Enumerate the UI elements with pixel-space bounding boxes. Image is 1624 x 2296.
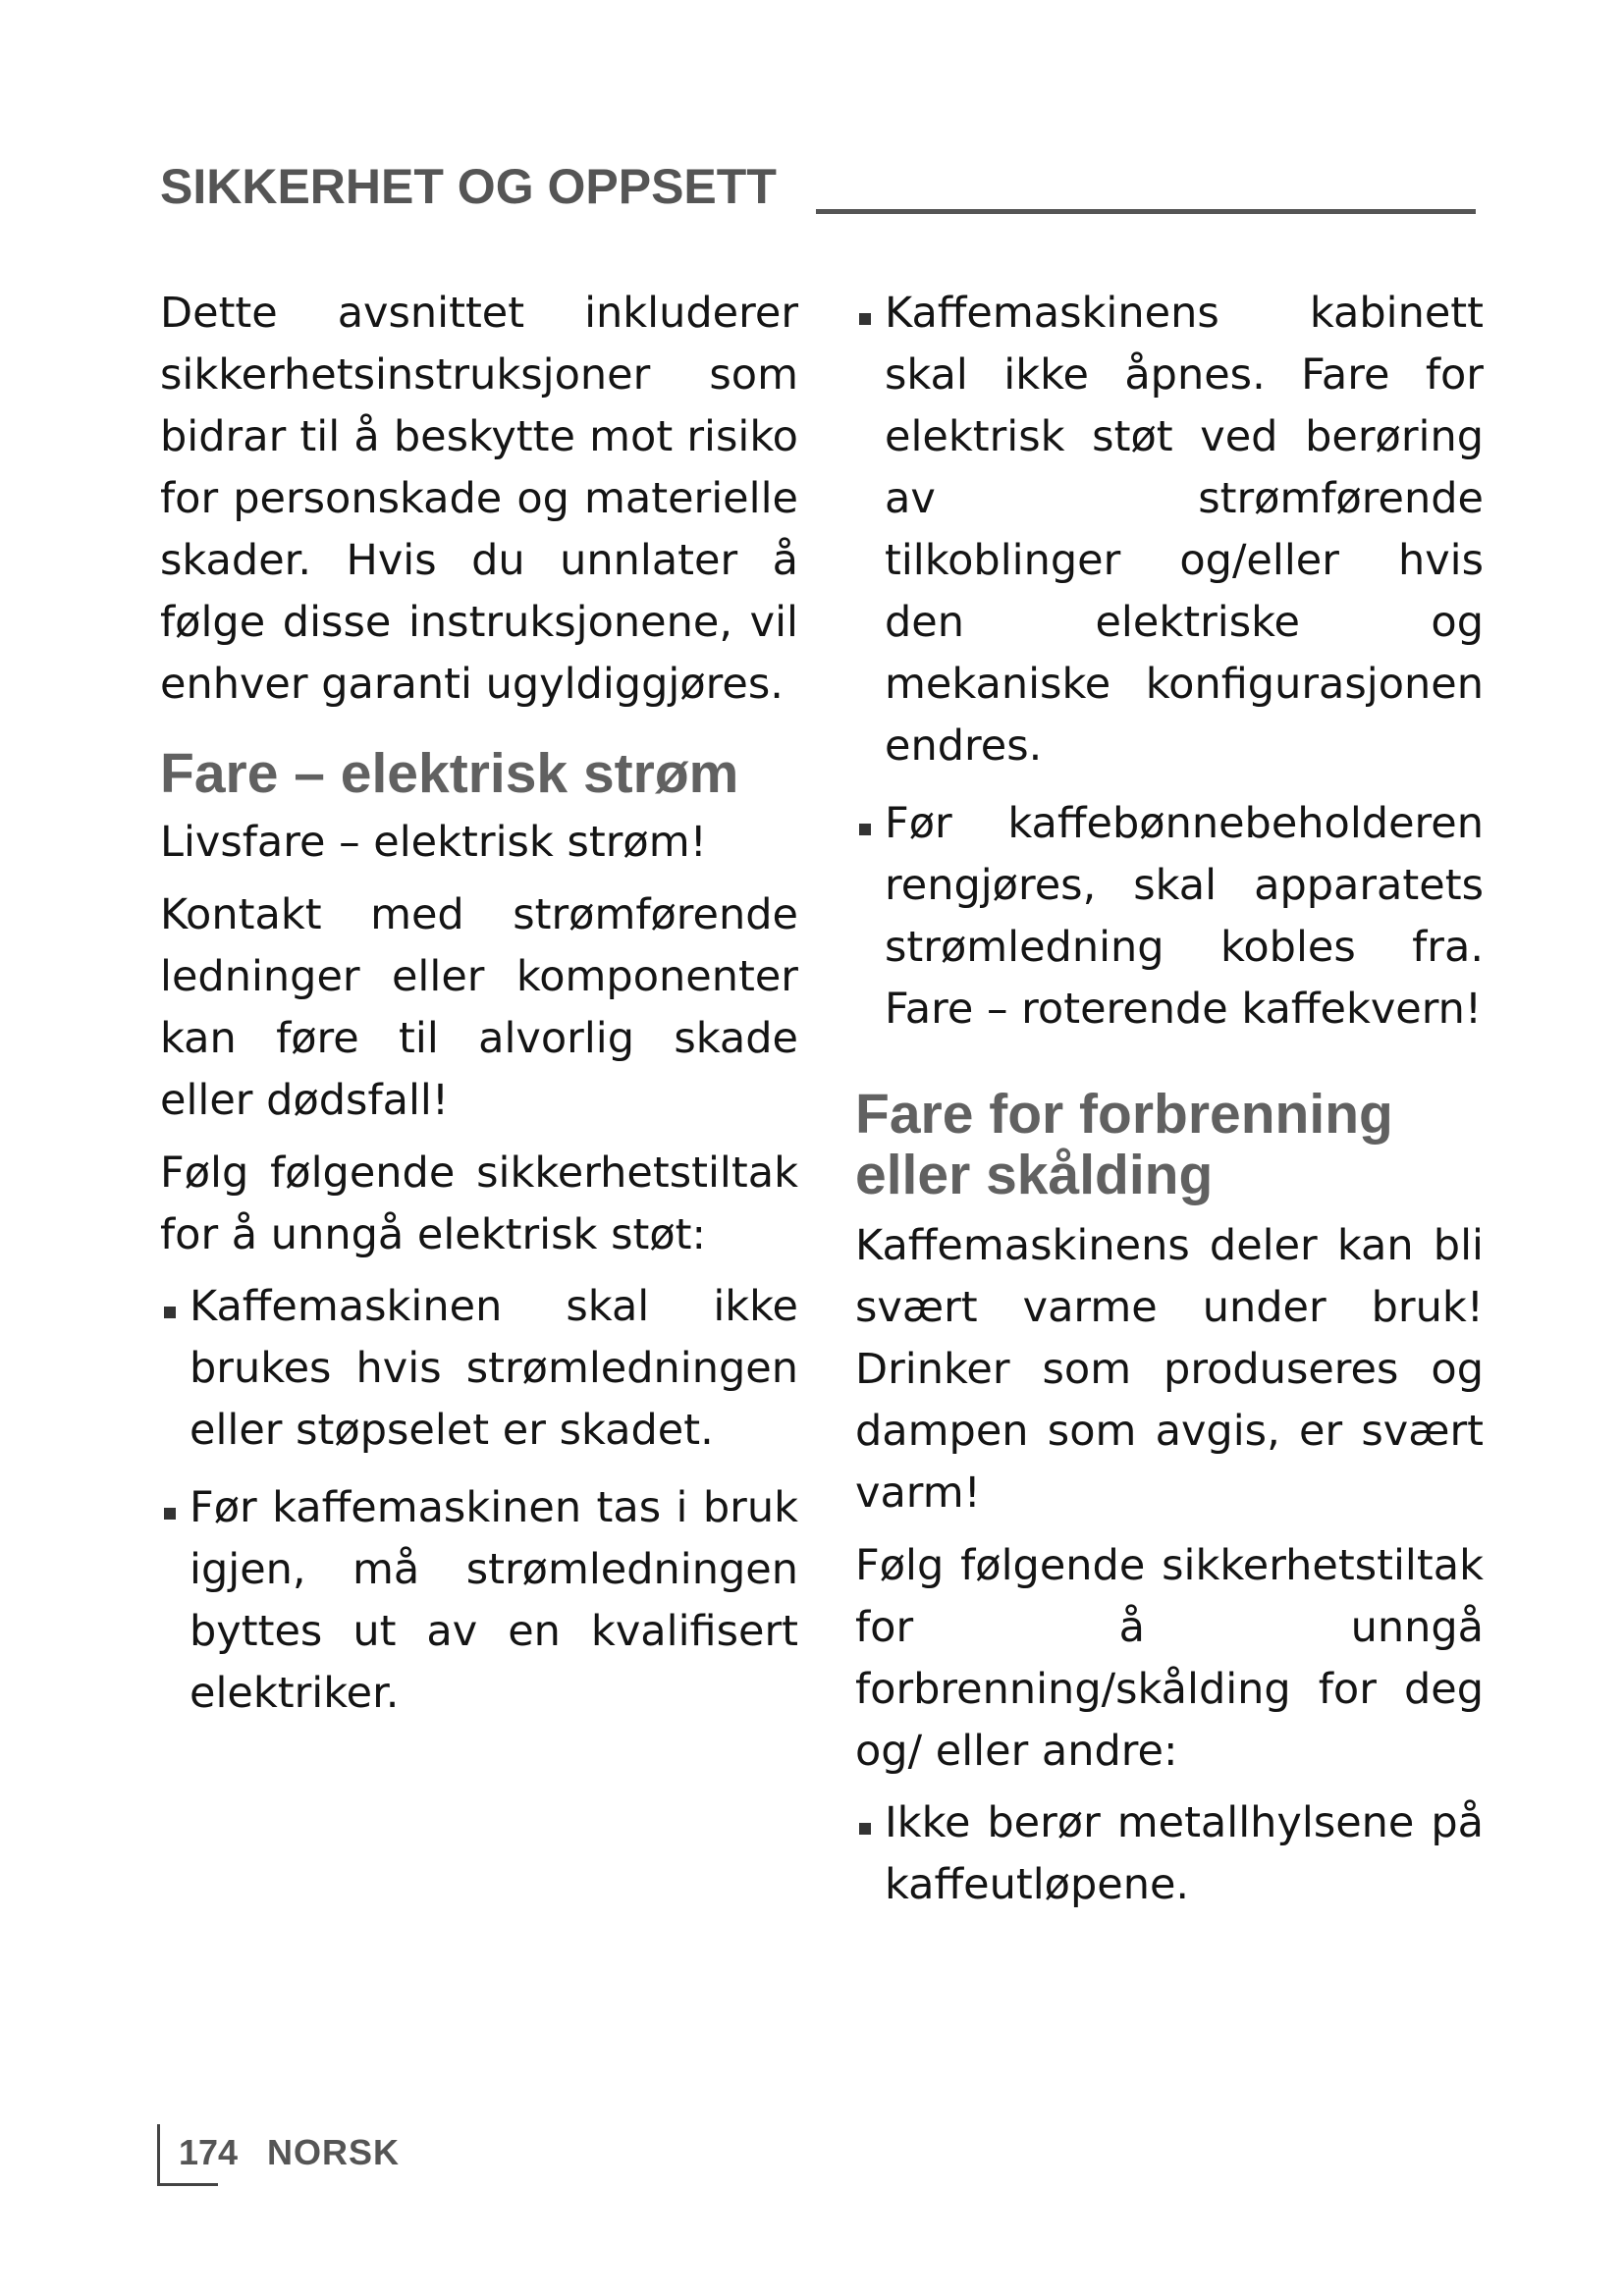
list-item [855, 283, 1484, 777]
burn-warning: Kaffemaskinens deler kan bli svært varme under bruk! Drinker som produseres og dampen som avgis, er svært varm! [855, 1221, 1484, 1518]
square-bullet-icon [164, 1307, 176, 1318]
footer-bracket-horizontal [157, 2183, 218, 2186]
list-item [160, 1477, 798, 1725]
square-bullet-icon [859, 824, 871, 835]
intro-paragraph: Dette avsnittet inkluderer sikkerhetsinstruksjoner som bidrar til å beskytte mot risiko for personskade og materielle skader. Hvis du unnlater å følge disse instruksjonene, vil enhver garanti ugyldiggjøres. [160, 289, 798, 709]
page-header [160, 154, 1476, 219]
list-item-text: Kaffemaskinen skal ikke brukes hvis strømledningen eller støpselet er skadet. [189, 1282, 798, 1455]
electric-precaution-intro: Følg følgende sikkerhetstiltak for å unngå elektrisk støt: [160, 1148, 798, 1259]
right-column [855, 283, 1484, 1916]
list-item [855, 1792, 1484, 1916]
list-item [855, 793, 1484, 1041]
list-item-text: Før kaffemaskinen tas i bruk igjen, må strømledningen byttes ut av en kvalifisert elektriker. [189, 1483, 798, 1718]
square-bullet-icon [859, 1823, 871, 1835]
section-heading-electric: Fare – elektrisk strøm [160, 742, 739, 805]
list-item-text: Ikke berør metallhylsene på kaffeutløpene. [885, 1798, 1484, 1909]
list-item [160, 1276, 798, 1462]
list-item-text: Kaffemaskinens kabinett skal ikke åpnes. Fare for elektrisk støt ved berøring av strømførende tilkoblinger og/eller hvis den elektriske og mekaniske konfigurasjonen endres. [885, 289, 1484, 771]
section-heading-burn: Fare for forbrenning eller skålding [855, 1083, 1393, 1206]
left-column [160, 283, 798, 1725]
header-divider [816, 209, 1476, 214]
list-item-text: Før kaffebønnebeholderen rengjøres, skal apparatets strømledning kobles fra. Fare – roterende kaffekvern! [885, 799, 1484, 1034]
square-bullet-icon [859, 313, 871, 325]
page-number: 174 [179, 2132, 239, 2172]
electric-precaution-list-continued [855, 283, 1484, 1041]
burn-precaution-list [855, 1792, 1484, 1916]
electric-warning: Livsfare – elektrisk strøm! [160, 818, 707, 867]
electric-precaution-list [160, 1276, 798, 1725]
page-footer [157, 2124, 569, 2189]
burn-precaution-intro: Følg følgende sikkerhetstiltak for å unngå forbrenning/skålding for deg og/ eller andre: [855, 1541, 1484, 1776]
language-label: NORSK [267, 2132, 401, 2172]
square-bullet-icon [164, 1508, 176, 1520]
electric-warning-detail: Kontakt med strømførende ledninger eller komponenter kan føre til alvorlig skade eller dødsfall! [160, 890, 798, 1125]
footer-bracket-vertical [157, 2124, 160, 2186]
section-title: SIKKERHET OG OPPSETT [160, 159, 777, 214]
